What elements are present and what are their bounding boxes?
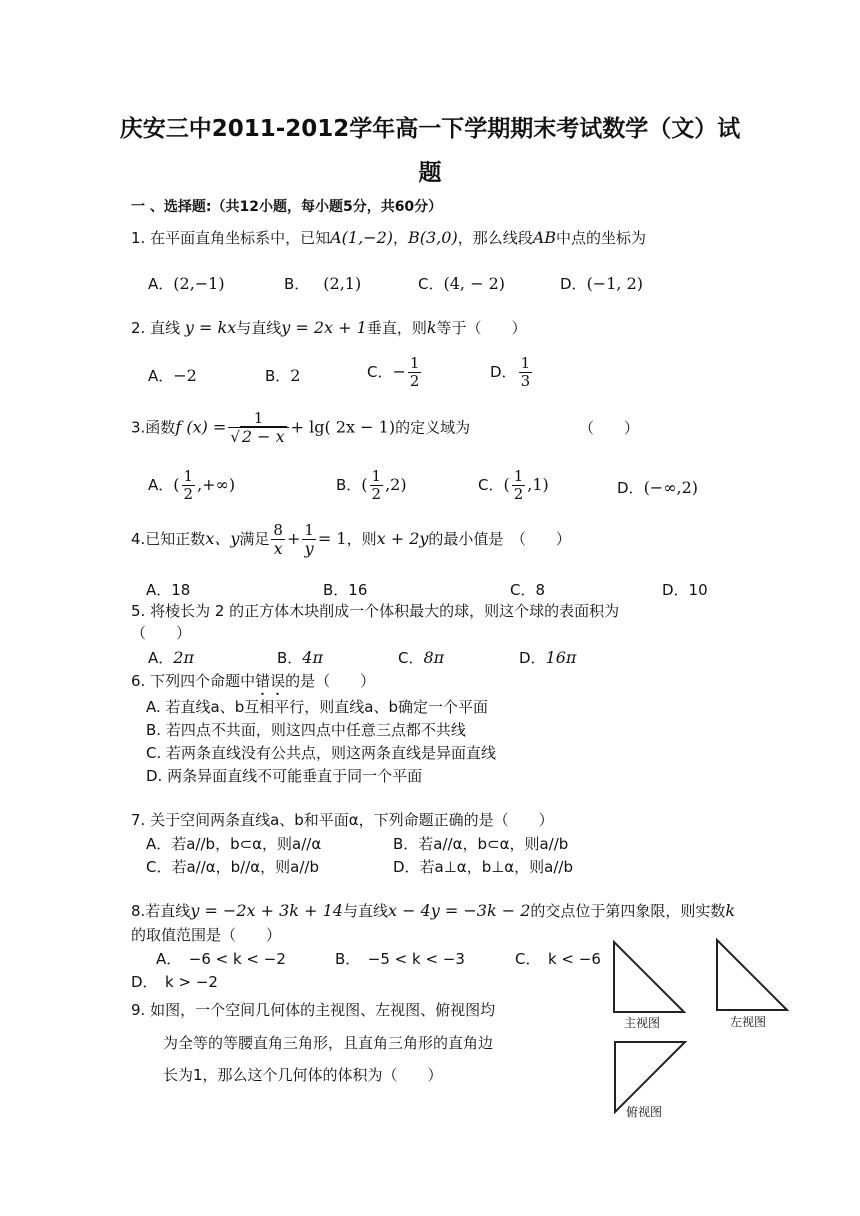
q2-option-c <box>367 355 423 390</box>
q3-opt-c-label: C． <box>478 476 504 494</box>
q3-function: f (x) = <box>175 417 227 437</box>
question-6 <box>131 671 375 699</box>
question-3 <box>131 410 470 446</box>
q2-text-b: 与直线 <box>236 319 282 337</box>
q2-k: k <box>426 318 437 337</box>
q6-option-a: A. 若直线a、b互相平行，则直线a、b确定一个平面 <box>146 698 488 716</box>
q4-frac-1-den: x <box>273 539 283 558</box>
q3-opt-d-label: D． <box>617 479 644 497</box>
q2-option-b <box>265 366 300 386</box>
q1-sep: ， <box>392 229 408 247</box>
q2-text-c: 垂直，则 <box>366 319 427 337</box>
q5-opt-d-value: 16π <box>545 648 577 667</box>
q7-option-d: D．若a⊥α，b⊥α，则a//b <box>393 858 573 876</box>
q3-opt-b-pre: ( <box>361 475 368 494</box>
front-view-triangle <box>612 940 688 1014</box>
q1-point-a: A(1,−2) <box>330 228 393 247</box>
q2-opt-b-label: B． <box>265 367 291 385</box>
q4-expression: x + 2y <box>376 529 429 548</box>
q3-opt-c-pre: ( <box>503 475 510 494</box>
q8-option-c: C． k < −6 <box>515 950 601 968</box>
q2-opt-c-sign: − <box>392 362 406 381</box>
question-5-paren: （ ） <box>131 624 192 642</box>
q2-opt-a-label: A． <box>148 367 174 385</box>
q2-opt-b-value: 2 <box>290 366 301 385</box>
question-7: 7. 关于空间两条直线a、b和平面α，下列命题正确的是（ ） <box>131 811 554 829</box>
q4-vars: x、y <box>205 529 240 548</box>
q4-option-b: B．16 <box>323 581 368 599</box>
q3-option-b <box>336 468 407 503</box>
q2-opt-d-label: D． <box>490 363 517 381</box>
question-4 <box>131 522 571 557</box>
q4-equals: = 1 <box>317 529 347 548</box>
q3-num: 1 <box>228 410 288 428</box>
q4-option-d: D．10 <box>662 581 708 599</box>
q2-opt-c-fraction <box>408 355 422 390</box>
q1-opt-b-label: B． <box>284 275 310 293</box>
q6-option-b: B. 若四点不共面，则这四点中任意三点都不共线 <box>146 721 466 739</box>
q3-opt-c-post: ,1) <box>527 475 549 494</box>
question-1 <box>131 228 646 248</box>
q3-opt-d-value: (−∞,2) <box>643 478 699 497</box>
q1-opt-c-label: C． <box>418 275 444 293</box>
question-9-line2: 为全等的等腰直角三角形，且直角三角形的直角边 <box>163 1034 494 1052</box>
q5-opt-b-value: 4π <box>302 648 323 667</box>
q3-opt-b-fraction <box>370 468 384 503</box>
q3-opt-c-num: 1 <box>513 467 524 485</box>
q8-k: k <box>725 901 736 920</box>
q5-opt-d-label: D． <box>519 649 546 667</box>
q1-text-c: 中点的坐标为 <box>556 229 647 247</box>
q2-text-d: 等于（ ） <box>436 319 527 337</box>
q3-option-c <box>478 468 549 503</box>
q4-option-c: C．8 <box>510 581 546 599</box>
q3-option-a <box>148 468 235 503</box>
q2-line2: y = 2x + 1 <box>281 318 367 337</box>
q3-option-d <box>617 478 698 498</box>
q3-den-expr: 2 − x <box>241 427 285 446</box>
q1-point-b: B(3,0) <box>408 228 458 247</box>
q1-opt-d-value: (−1, 2) <box>586 274 643 293</box>
section-header: 一 、选择题:（共12小题，每小题5分，共60分） <box>131 199 443 215</box>
q1-option-c <box>418 274 505 294</box>
q3-opt-c-den: 2 <box>513 485 524 503</box>
q3-text-b: 的定义域为 <box>395 418 471 437</box>
q3-opt-b-den: 2 <box>371 485 382 503</box>
q2-text: 2. 直线 <box>131 319 181 337</box>
q2-opt-a-value: −2 <box>173 366 197 385</box>
question-8 <box>131 901 735 921</box>
q5-opt-a-value: 2π <box>173 648 194 667</box>
front-view-label: 主视图 <box>624 1016 661 1030</box>
q2-line1: y = kx <box>184 318 237 337</box>
q3-text: 3.函数 <box>131 418 176 437</box>
q5-option-c <box>398 648 444 668</box>
q5-option-d <box>519 648 576 668</box>
q8-line2: x − 4y = −3k − 2 <box>387 901 531 920</box>
q5-opt-b-label: B． <box>277 649 303 667</box>
q1-opt-a-label: A． <box>148 275 174 293</box>
q1-option-b <box>284 274 361 294</box>
question-9-line3: 长为1，那么这个几何体的体积为（ ） <box>163 1066 443 1084</box>
q4-frac-2-num: 1 <box>304 521 314 539</box>
q2-opt-c-den: 2 <box>409 372 420 390</box>
q1-option-a <box>148 274 225 294</box>
q8-text-b: 与直线 <box>342 902 388 920</box>
q3-opt-a-fraction <box>182 468 196 503</box>
q4-option-a: A．18 <box>146 581 191 599</box>
q8-text-line2: 的取值范围是（ ） <box>131 926 282 944</box>
q8-text-c: 的交点位于第四象限，则实数 <box>530 902 726 920</box>
q1-opt-a-value: (2,−1) <box>173 274 225 293</box>
left-view-triangle <box>715 938 791 1012</box>
q6-emphasis: 错误 <box>255 672 286 690</box>
question-5: 5. 将棱长为 2 的正方体木块削成一个体积最大的球，则这个球的表面积为 <box>131 602 620 620</box>
q2-opt-d-fraction <box>519 355 533 390</box>
q3-fraction <box>228 410 288 446</box>
q7-option-b: B．若a//α，b⊂α，则a//b <box>393 835 569 853</box>
q1-opt-c-value: (4, − 2) <box>443 274 505 293</box>
q3-answer-paren: （ ） <box>579 419 640 437</box>
q3-opt-a-post: ,+∞) <box>197 475 236 494</box>
top-view-label: 俯视图 <box>626 1105 663 1119</box>
q8-option-b: B． −5 < k < −3 <box>335 950 465 968</box>
q1-text-b: ，那么线段 <box>457 229 533 247</box>
q3-opt-b-label: B． <box>336 476 362 494</box>
q1-segment: AB <box>532 228 557 247</box>
q3-opt-a-den: 2 <box>183 485 194 503</box>
q6-text: 6. 下列四个命题中 <box>131 672 256 690</box>
q4-frac-1 <box>271 522 285 557</box>
q6-text-b: 的是（ ） <box>285 672 376 690</box>
q7-option-a: A．若a//b，b⊂α，则a//α <box>146 835 322 853</box>
q2-opt-d-den: 3 <box>520 372 531 390</box>
q4-text-d: 的最小值是 （ ） <box>428 530 571 548</box>
q5-option-b <box>277 648 323 668</box>
q5-option-a <box>148 648 194 668</box>
q4-text-b: 满足 <box>239 530 270 548</box>
q3-den <box>228 428 288 446</box>
q3-opt-a-label: A． <box>148 476 174 494</box>
q3-opt-c-fraction <box>512 468 526 503</box>
q6-option-d: D. 两条异面直线不可能垂直于同一个平面 <box>146 767 423 785</box>
question-9: 9. 如图，一个空间几何体的主视图、左视图、俯视图均 <box>131 1001 496 1019</box>
q8-line1: y = −2x + 3k + 14 <box>190 901 343 920</box>
q5-opt-a-label: A． <box>148 649 174 667</box>
q7-option-c: C．若a//α，b//α，则a//b <box>146 858 319 876</box>
question-2 <box>131 318 527 338</box>
q3-opt-b-num: 1 <box>371 467 382 485</box>
q3-opt-a-num: 1 <box>183 467 194 485</box>
q2-option-d <box>490 355 534 390</box>
q4-text-c: ，则 <box>346 530 377 548</box>
q1-option-d <box>560 274 643 294</box>
q4-frac-1-num: 8 <box>273 521 283 539</box>
q1-opt-d-label: D． <box>560 275 587 293</box>
q2-opt-c-label: C． <box>367 363 393 381</box>
q1-text: 1. 在平面直角坐标系中，已知 <box>131 229 331 247</box>
left-view-label: 左视图 <box>730 1015 767 1029</box>
q4-frac-2 <box>302 522 316 557</box>
q8-text: 8.若直线 <box>131 902 191 920</box>
q3-log-term: + lg( 2x − 1) <box>290 417 396 437</box>
q2-opt-d-num: 1 <box>520 354 531 372</box>
q1-opt-b-value: (2,1) <box>323 274 362 293</box>
q4-frac-2-den: y <box>304 539 314 558</box>
q8-option-a: A． −6 < k < −2 <box>156 950 286 968</box>
q6-option-c: C. 若两条直线没有公共点，则这两条直线是异面直线 <box>146 744 497 762</box>
page-title-continued: 题 <box>418 160 442 186</box>
q4-text: 4.已知正数 <box>131 530 206 548</box>
q2-opt-c-num: 1 <box>409 354 420 372</box>
q3-opt-b-post: ,2) <box>385 475 407 494</box>
page-title: 庆安三中2011-2012学年高一下学期期末考试数学（文）试 <box>119 116 741 142</box>
q4-plus: + <box>286 529 301 548</box>
sqrt-icon: √ <box>230 428 240 446</box>
q5-opt-c-label: C． <box>398 649 424 667</box>
q2-option-a <box>148 366 197 386</box>
q8-option-d: D． k > −2 <box>131 973 218 991</box>
q5-opt-c-value: 8π <box>423 648 445 667</box>
q3-opt-a-pre: ( <box>173 475 180 494</box>
